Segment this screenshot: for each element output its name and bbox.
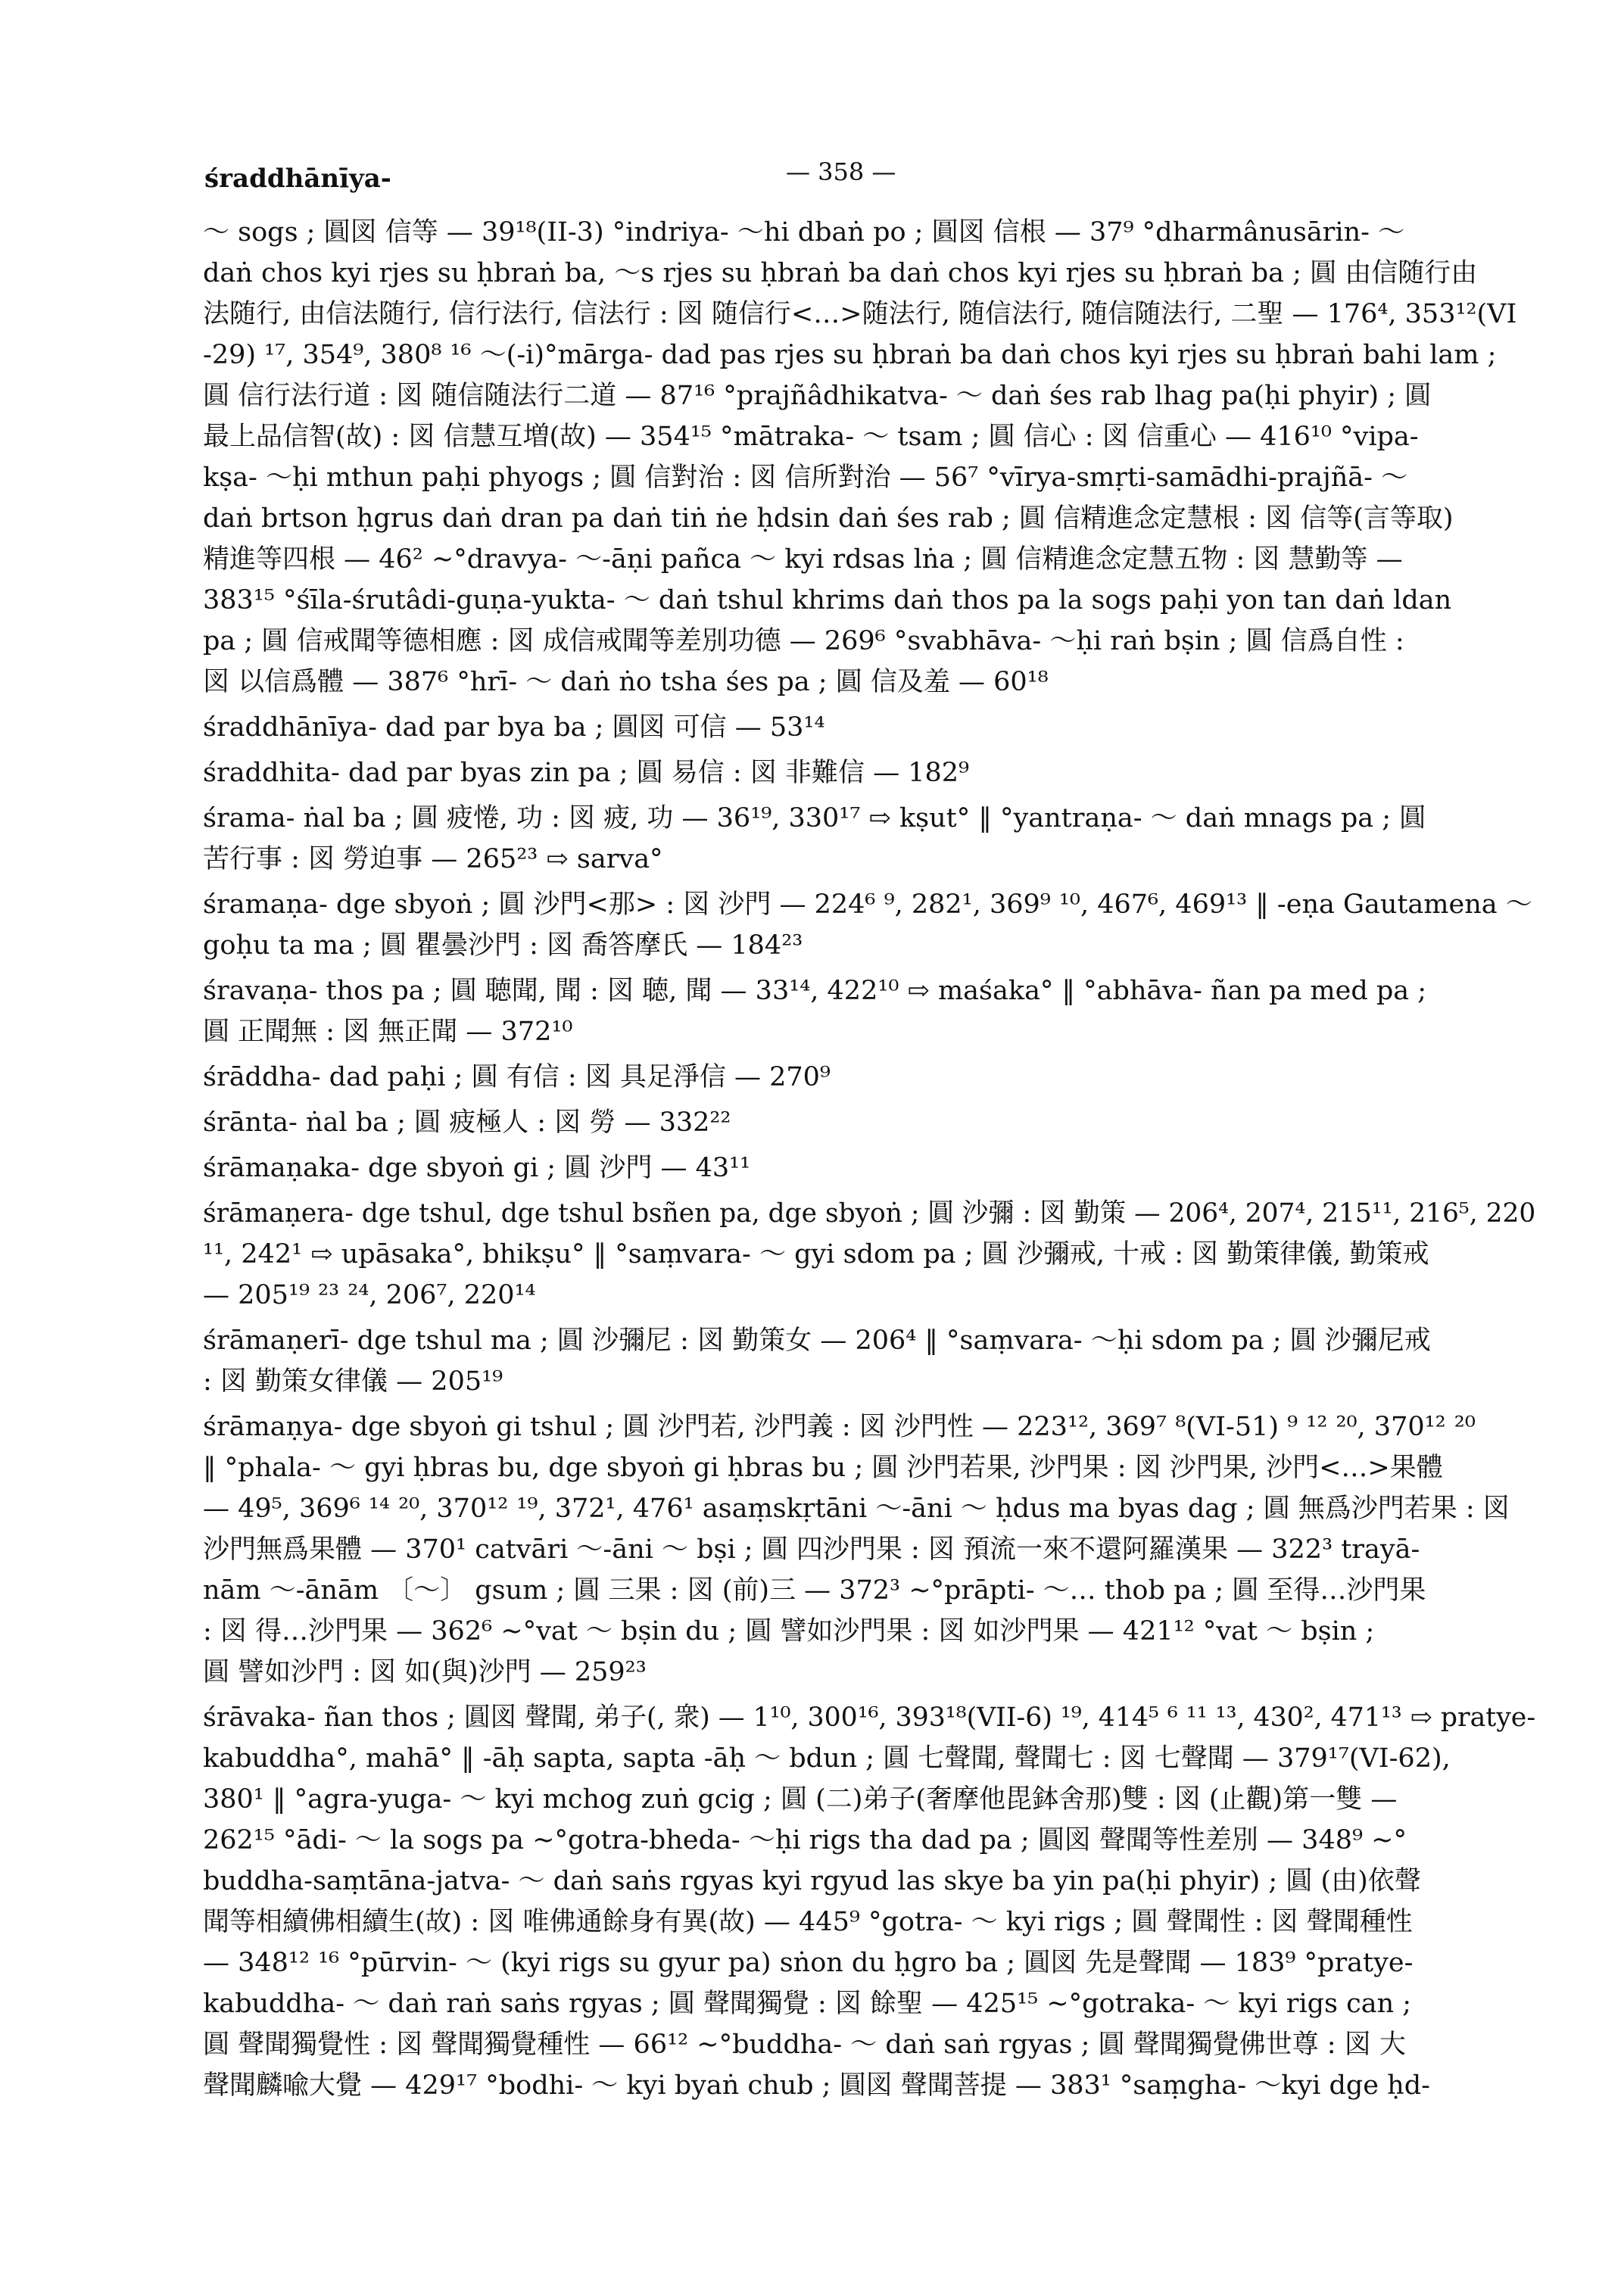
dictionary-entry: [203, 1057, 1535, 1098]
entry-line: kṣa- ～ḥi mthun paḥi phyogs ; 圓 信對治 : 図 信所對治 — 56⁷ °vīrya-smṛti-samādhi-prajñā- ～: [203, 463, 1408, 493]
entry-line: nām ～-ānām 〔～〕 gsum ; 圓 三果 : 図 (前)三 — 372³ ~°prāpti- ～… thob pa ; 圓 至得…沙門果: [203, 1575, 1426, 1606]
entry-line: ‖ °phala- ～ gyi ḥbras bu, dge sbyoṅ gi ḥbras bu ; 圓 沙門若果, 沙門果 : 図 沙門果, 沙門<…>果體: [203, 1453, 1443, 1483]
entry-line: 圓 正聞無 : 図 無正聞 — 372¹⁰: [203, 1017, 573, 1047]
entry-line: kabuddha°, mahā° ‖ -āḥ sapta, sapta -āḥ ～ bdun ; 圓 七聲聞, 聲聞七 : 図 七聲聞 — 379¹⁷(VI-62),: [203, 1743, 1451, 1774]
dictionary-entry: [203, 798, 1535, 880]
entry-line: daṅ brtson ḥgrus daṅ dran pa daṅ tiṅ ṅe ḥdsin daṅ śes rab ; 圓 信精進念定慧根 : 図 信等(言等取): [203, 503, 1454, 534]
entry-line: 精進等四根 — 46² ~°dravya- ～-āṇi pañca ～ kyi rdsas lṅa ; 圓 信精進念定慧五物 : 図 慧勤等 —: [203, 544, 1403, 575]
entry-line: śrāmaṇya- dge sbyoṅ gi tshul ; 圓 沙門若, 沙門義 : 図 沙門性 — 223¹², 369⁷ ⁸(VI-51) ⁹ ¹² ²⁰, 370¹² ²⁰: [203, 1412, 1476, 1442]
entry-line: śraddhita- dad par byas zin pa ; 圓 易信 : 図 非難信 — 182⁹: [203, 758, 970, 788]
entry-line: śrāmaṇaka- dge sbyoṅ gi ; 圓 沙門 — 43¹¹: [203, 1153, 751, 1183]
entry-line: : 図 得…沙門果 — 362⁶ ~°vat ～ bṣin du ; 圓 譬如沙門果 : 図 如沙門果 — 421¹² °vat ～ bṣin ;: [203, 1616, 1375, 1647]
entry-line: -29) ¹⁷, 354⁹, 380⁸ ¹⁶ ～(-i)°mārga- dad pas rjes su ḥbraṅ ba daṅ chos kyi rjes su ḥbraṅ bahi lam ;: [203, 340, 1497, 370]
entry-line: śravaṇa- thos pa ; 圓 聴聞, 聞 : 図 聴, 聞 — 33¹⁴, 422¹⁰ ⇨ maśaka° ‖ °abhāva- ñan pa med pa ;: [203, 976, 1427, 1006]
entry-line: 383¹⁵ °śīla-śrutâdi-guṇa-yukta- ～ daṅ tshul khrims daṅ thos pa la sogs paḥi yon tan daṅ ldan: [203, 585, 1452, 615]
page-header: [0, 157, 1624, 203]
page-number: — 358 —: [786, 157, 896, 186]
dictionary-entry: [203, 1102, 1535, 1143]
entry-line: śrāmaṇerī- dge tshul ma ; 圓 沙彌尼 : 図 勤策女 — 206⁴ ‖ °saṃvara- ～ḥi sdom pa ; 圓 沙彌尼戒: [203, 1326, 1431, 1356]
entry-line: ¹¹, 242¹ ⇨ upāsaka°, bhikṣu° ‖ °saṃvara- ～ gyi sdom pa ; 圓 沙彌戒, 十戒 : 図 勤策律儀, 勤策戒: [203, 1239, 1429, 1270]
entry-line: — 348¹² ¹⁶ °pūrvin- ～ (kyi rigs su gyur pa) sṅon du ḥgro ba ; 圓図 先是聲聞 — 183⁹ °pratye-: [203, 1948, 1414, 1978]
entry-line: kabuddha- ～ daṅ raṅ saṅs rgyas ; 圓 聲聞獨覺 : 図 餘聖 — 425¹⁵ ~°gotraka- ～ kyi rigs can ;: [203, 1989, 1412, 2019]
entry-line: śrānta- ṅal ba ; 圓 疲極人 : 図 勞 — 332²²: [203, 1108, 731, 1138]
dictionary-entry: [203, 212, 1535, 703]
entry-line: ～ sogs ; 圓図 信等 — 39¹⁸(II-3) °indriya- ～hi dbaṅ po ; 圓図 信根 — 37⁹ °dharmânusārin- ～: [203, 217, 1405, 248]
entry-line: 圓 信行法行道 : 図 随信随法行二道 — 87¹⁶ °prajñâdhikatva- ～ daṅ śes rab lhag pa(ḥi phyir) ; 圓: [203, 381, 1432, 411]
entry-line: goḥu ta ma ; 圓 瞿曇沙門 : 図 喬答摩氏 — 184²³: [203, 930, 803, 961]
dictionary-entry: [203, 707, 1535, 748]
entry-line: śrāmaṇera- dge tshul, dge tshul bsñen pa, dge sbyoṅ ; 圓 沙彌 : 図 勤策 — 206⁴, 207⁴, 215¹¹, 216⁵, 220: [203, 1198, 1536, 1229]
dictionary-entry: [203, 1697, 1535, 2106]
entry-line: śraddhānīya- dad par bya ba ; 圓図 可信 — 53¹⁴: [203, 712, 825, 743]
entry-line: śramaṇa- dge sbyoṅ ; 圓 沙門<那> : 図 沙門 — 224⁶ ⁹, 282¹, 369⁹ ¹⁰, 467⁶, 469¹³ ‖ -eṇa Gautamena ～: [203, 889, 1532, 920]
entry-line: 262¹⁵ °ādi- ～ la sogs pa ~°gotra-bheda- ～ḥi rigs tha dad pa ; 圓図 聲聞等性差別 — 348⁹ ~°: [203, 1825, 1407, 1855]
dictionary-entry: [203, 1320, 1535, 1402]
entry-line: 沙門無爲果體 — 370¹ catvāri ～-āni ～ bṣi ; 圓 四沙門果 : 図 預流一來不還阿羅漢果 — 322³ trayā-: [203, 1534, 1420, 1565]
entry-line: 苦行事 : 図 勞迫事 — 265²³ ⇨ sarva°: [203, 844, 663, 874]
entry-line: 法随行, 由信法随行, 信行法行, 信法行 : 図 随信行<…>随法行, 随信法行, 随信随法行, 二聖 — 176⁴, 353¹²(VI: [203, 299, 1517, 329]
dictionary-entry: [203, 884, 1535, 966]
entry-line: śrāvaka- ñan thos ; 圓図 聲聞, 弟子(, 衆) — 1¹⁰, 300¹⁶, 393¹⁸(VII-6) ¹⁹, 414⁵ ⁶ ¹¹ ¹³, 430², 471¹³ ⇨ pratye-: [203, 1703, 1536, 1733]
entry-line: — 49⁵, 369⁶ ¹⁴ ²⁰, 370¹² ¹⁹, 372¹, 476¹ asaṃskṛtāni ～-āni ～ ḥdus ma byas dag ; 圓 無爲沙門若果 : 図: [203, 1494, 1510, 1524]
entry-line: daṅ chos kyi rjes su ḥbraṅ ba, ～s rjes su ḥbraṅ ba daṅ chos kyi rjes su ḥbraṅ ba ; 圓 由信随行由: [203, 258, 1478, 288]
entry-line: śrama- ṅal ba ; 圓 疲惓, 功 : 図 疲, 功 — 36¹⁹, 330¹⁷ ⇨ kṣut° ‖ °yantraṇa- ～ daṅ mnags pa ; 圓: [203, 803, 1426, 833]
dictionary-entry: [203, 970, 1535, 1052]
entry-line: 圓 譬如沙門 : 図 如(與)沙門 — 259²³: [203, 1657, 647, 1687]
entry-line: — 205¹⁹ ²³ ²⁴, 206⁷, 220¹⁴: [203, 1280, 536, 1310]
entry-line: buddha-saṃtāna-jatva- ～ daṅ saṅs rgyas kyi rgyud las skye ba yin pa(ḥi phyir) ; 圓 (由)依聲: [203, 1866, 1421, 1896]
entry-line: 聲聞麟喩大覺 — 429¹⁷ °bodhi- ～ kyi byaṅ chub ; 圓図 聲聞菩提 — 383¹ °saṃgha- ～kyi dge ḥd-: [203, 2070, 1430, 2101]
entry-line: 380¹ ‖ °agra-yuga- ～ kyi mchog zuṅ gcig ; 圓 (二)弟子(奢摩他毘鉢舍那)雙 : 図 (止觀)第一雙 —: [203, 1784, 1398, 1815]
entry-line: śrāddha- dad paḥi ; 圓 有信 : 図 具足淨信 — 270⁹: [203, 1062, 831, 1092]
running-head: śraddhānīya-: [204, 164, 391, 194]
entry-line: pa ; 圓 信戒聞等德相應 : 図 成信戒聞等差別功德 — 269⁶ °svabhāva- ～ḥi raṅ bṣin ; 圓 信爲自性 :: [203, 626, 1404, 656]
dictionary-entry: [203, 752, 1535, 793]
entry-line: 聞等相續佛相續生(故) : 図 唯佛通餘身有異(故) — 445⁹ °gotra- ～ kyi rigs ; 圓 聲聞性 : 図 聲聞種性: [203, 1907, 1413, 1937]
dictionary-entry: [203, 1193, 1535, 1316]
entry-line: 図 以信爲體 — 387⁶ °hrī- ～ daṅ ṅo tsha śes pa ; 圓 信及羞 — 60¹⁸: [203, 667, 1049, 697]
entry-line: 最上品信智(故) : 図 信慧互増(故) — 354¹⁵ °mātraka- ～ tsam ; 圓 信心 : 図 信重心 — 416¹⁰ °vipa-: [203, 422, 1419, 452]
entry-line: : 図 勤策女律儀 — 205¹⁹: [203, 1366, 503, 1397]
dictionary-entry: [203, 1148, 1535, 1189]
entry-line: 圓 聲聞獨覺性 : 図 聲聞獨覺種性 — 66¹² ~°buddha- ～ daṅ saṅ rgyas ; 圓 聲聞獨覺佛世尊 : 図 大: [203, 2030, 1406, 2060]
dictionary-body: [203, 212, 1535, 2111]
dictionary-entry: [203, 1407, 1535, 1693]
